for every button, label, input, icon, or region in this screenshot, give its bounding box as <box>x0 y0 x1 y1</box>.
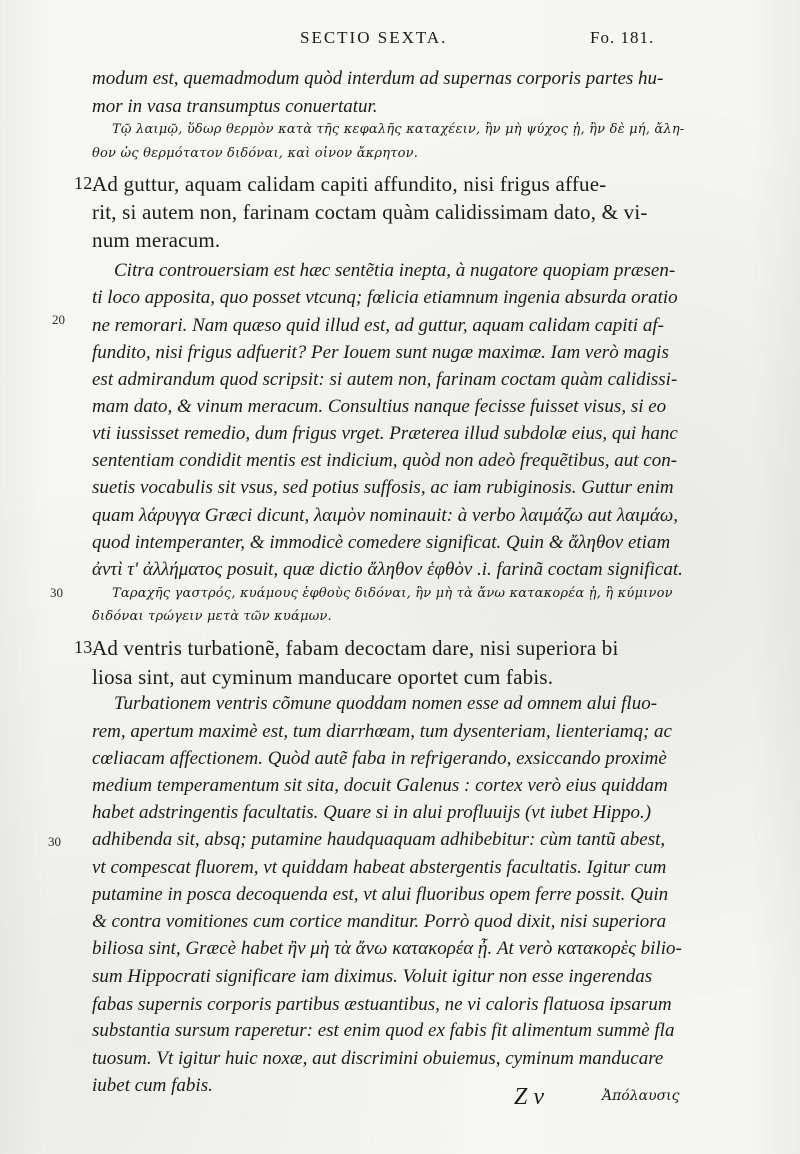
line-text: liosa sint, aut cyminum manducare oportet cum fabis. <box>92 665 554 689</box>
text-line <box>92 477 688 499</box>
margin-line-number: 20 <box>52 312 65 327</box>
line-text: est admirandum quod scripsit: si autem non, farinam coctam quàm calidissi- <box>92 369 678 390</box>
text-line <box>92 775 688 797</box>
line-text: & contra vomitiones cum cortice manditur. Porrò quod dixit, nisi superiora <box>92 911 667 932</box>
line-text: quam λάρυγγα Græci dicunt, λαιμὸν nominauit: à verbo λαιμάζω aut λαιμάω, <box>92 505 678 526</box>
aphorism-number: 13. <box>74 637 98 657</box>
text-line <box>92 96 688 118</box>
text-line <box>92 857 688 879</box>
text-line <box>92 396 688 418</box>
margin-line-number: 30 <box>48 834 61 849</box>
line-text: Τῷ λαιμῷ, ὕδωρ θερμὸν κατὰ τῆς κεφαλῆς καταχέειν, ἢν μὴ ψύχος ᾖ, ἢν δὲ μή, ἄλη- <box>112 122 685 137</box>
line-text: Ταραχῆς γαστρός, κυάμους ἑφθοὺς διδόναι, ἢν μὴ τὰ ἄνω κατακορέα ᾖ, ἢ κύμινον <box>112 586 673 601</box>
line-text: vt compescat fluorem, vt quiddam habeat abstergentis facultatis. Igitur cum <box>92 857 667 878</box>
text-line <box>92 68 688 90</box>
text-line <box>92 994 688 1016</box>
text-line <box>92 1020 688 1042</box>
text-line <box>92 423 688 445</box>
text-line <box>92 802 688 824</box>
text-line <box>92 966 688 988</box>
text-line <box>92 911 688 933</box>
line-text: Ad ventris turbationẽ, fabam decoctam dare, nisi superiora bi <box>92 636 619 660</box>
text-line <box>74 636 688 661</box>
text-line <box>92 829 688 851</box>
line-text: tuosum. Vt igitur huic noxæ, aut discrimini obuiemus, cyminum manducare <box>92 1048 664 1069</box>
text-line <box>92 721 688 743</box>
line-text: sententiam condidit mentis est indicium, quòd non adeò frequẽtibus, aut con- <box>92 450 678 471</box>
text-line <box>92 287 688 309</box>
page-header <box>0 28 800 54</box>
line-text: quod intemperanter, & immodicè comedere significat. Quin & ἄληθον etiam <box>92 532 671 553</box>
text-line <box>92 884 688 906</box>
text-line <box>92 748 688 770</box>
line-text: rit, si autem non, farinam coctam quàm calidissimam dato, & vi- <box>92 200 648 224</box>
text-line <box>92 532 688 554</box>
line-text: fundito, nisi frigus adfuerit? Per Iouem sunt nugæ maximæ. Iam verò magis <box>92 342 669 363</box>
line-text: adhibenda sit, absq; putamine haudquaquam adhibebitur: cùm tantũ abest, <box>92 829 666 850</box>
line-text: ti loco apposita, quo posset vtcunq; fœlicia etiamnum ingenia absurda oratio <box>92 287 678 308</box>
line-text: iubet cum fabis. <box>92 1075 213 1096</box>
line-text: ἀντὶ τ' ἀλλήματος posuit, quæ dictio ἄληθον ἑφθὸν .i. farinã coctam significat. <box>92 559 683 580</box>
text-line <box>92 559 688 581</box>
line-text: modum est, quemadmodum quòd interdum ad supernas corporis partes hu- <box>92 68 664 89</box>
line-text: num meracum. <box>92 228 221 252</box>
margin-line-number: 30 <box>50 585 63 600</box>
line-text: biliosa sint, Græcè habet ἢν μὴ τὰ ἄνω κατακορέα ᾖ. At verò κατακορὲς bilio- <box>92 938 682 959</box>
line-text: mor in vasa transumptus conuertatur. <box>92 96 378 117</box>
line-text: suetis vocabulis sit vsus, sed potius suffosis, ac iam rubiginosis. Guttur enim <box>92 477 674 498</box>
text-line <box>92 228 688 253</box>
line-text: fabas supernis corporis partibus æstuantibus, ne vi caloris flatuosa ipsarum <box>92 994 672 1015</box>
line-text: putamine in posca decoquenda est, vt alui fluoribus opem ferre possit. Quin <box>92 884 669 905</box>
line-text: Ad guttur, aquam calidam capiti affundito, nisi frigus affue- <box>92 172 607 196</box>
signature-mark: Z v <box>514 1084 544 1110</box>
text-line <box>92 1048 688 1070</box>
line-text: vti iussisset remedio, dum frigus vrget. Præterea illud subdolæ eius, qui hanc <box>92 423 678 444</box>
aphorism-number: 12. <box>74 173 98 193</box>
text-line <box>92 938 688 960</box>
text-line <box>92 450 688 472</box>
line-text: Citra controuersiam est hæc sentẽtia inepta, à nugatore quopiam præsen- <box>114 260 676 281</box>
running-head: SECTIO SEXTA. <box>300 28 448 47</box>
text-line <box>92 693 710 715</box>
line-text: Turbationem ventris cõmune quoddam nomen esse ad omnem alui fluo- <box>114 693 658 714</box>
text-line <box>92 122 708 137</box>
text-line <box>92 609 688 624</box>
line-text: ne remorari. Nam quæso quid illud est, ad guttur, aquam calidam capiti af- <box>92 315 664 336</box>
text-line <box>92 146 688 161</box>
text-line <box>92 505 688 527</box>
text-line <box>92 665 688 690</box>
text-line <box>74 172 688 197</box>
text-line <box>92 586 708 601</box>
line-text: cœliacam affectionem. Quòd autẽ faba in refrigerando, exsiccando proximè <box>92 748 667 769</box>
text-line <box>92 260 710 282</box>
text-line <box>92 342 688 364</box>
line-text: habet adstringentis facultatis. Quare si in alui profluuijs (vt iubet Hippo.) <box>92 802 652 823</box>
line-text: θον ὡς θερμότατον διδόναι, καὶ οἶνον ἄκρητον. <box>92 146 419 161</box>
text-line <box>92 315 688 337</box>
text-line <box>92 369 688 391</box>
text-line <box>92 1075 688 1097</box>
catchword: Ἀπόλαυσις <box>602 1088 680 1104</box>
folio-number: Fo. 181. <box>590 28 655 47</box>
line-text: sum Hippocrati significare iam diximus. Voluit igitur non esse ingerendas <box>92 966 653 987</box>
text-line <box>92 200 688 225</box>
line-text: rem, apertum maximè est, tum diarrhœam, tum dysenteriam, lienteriamq; ac <box>92 721 672 742</box>
line-text: medium temperamentum sit sita, docuit Galenus : cortex verò eius quiddam <box>92 775 668 796</box>
line-text: substantia sursum raperetur: est enim quod ex fabis fit alimentum summè fla <box>92 1020 675 1041</box>
line-text: διδόναι τρώγειν μετὰ τῶν κυάμων. <box>92 609 332 624</box>
line-text: mam dato, & vinum meracum. Consultius nanque fecisse fuisset visus, si eo <box>92 396 667 417</box>
